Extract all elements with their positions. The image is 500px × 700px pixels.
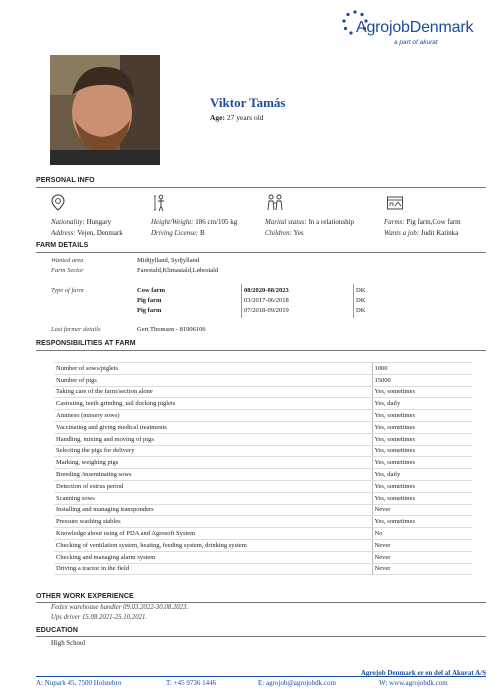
couple-icon	[266, 193, 284, 211]
farm-row-period: 07/2018-09/2019	[244, 307, 289, 314]
table-row	[54, 410, 472, 422]
responsibility-value: Yes, sometimes	[372, 410, 472, 422]
table-row	[54, 528, 472, 540]
footer-website[interactable]: W: www.agrojobdk.com	[379, 679, 448, 687]
responsibility-task: Castrating, teeth grinding, tail docking piglets	[54, 398, 372, 410]
section-other-work: OTHER WORK EXPERIENCE	[36, 593, 134, 600]
responsibility-value: Yes, sometimes	[372, 516, 472, 528]
farm-row-period: 08/2020-08/2023	[244, 287, 289, 294]
responsibility-task: Detection of estrus period	[54, 480, 372, 492]
responsibility-task: Selecting the pigs for delivery	[54, 445, 372, 457]
section-divider	[36, 187, 486, 188]
responsibility-value: 1000	[372, 363, 472, 375]
responsibility-task: Installing and managing transponders	[54, 504, 372, 516]
responsibility-value: Yes, sometimes	[372, 386, 472, 398]
candidate-name: Viktor Tamás	[210, 95, 286, 110]
table-row	[54, 469, 472, 481]
responsibility-task: Checking of ventilation system, heating, feeding system, drinking system	[54, 539, 372, 551]
responsibility-value: No	[372, 528, 472, 540]
responsibility-task: Ammeso (nursery sows)	[54, 410, 372, 422]
farm-row-period: 03/2017-06/2018	[244, 297, 289, 304]
section-divider	[36, 350, 486, 351]
footer-divider	[36, 676, 486, 677]
driving-license-field: Driving License: B	[151, 229, 205, 237]
farm-row-type: Pig farm	[137, 307, 162, 314]
responsibility-value: Yes, sometimes	[372, 492, 472, 504]
children-field: Children: Yes	[265, 229, 304, 237]
nationality-field: Nationality: Hungary	[51, 218, 112, 226]
table-row	[54, 398, 472, 410]
table-row	[54, 445, 472, 457]
farm-sector-value: Farestald,Klimastald,Løbestald	[137, 267, 219, 274]
table-row	[54, 492, 472, 504]
responsibility-value: Yes, sometimes	[372, 480, 472, 492]
responsibility-value: Yes, sometimes	[372, 421, 472, 433]
map-pin-icon	[49, 194, 67, 212]
responsibility-value: Yes, sometimes	[372, 457, 472, 469]
table-row	[54, 457, 472, 469]
section-responsibilities: RESPONSIBILITIES AT FARM	[36, 340, 136, 347]
farm-row-type: Cow farm	[137, 287, 165, 294]
responsibility-value: Never	[372, 539, 472, 551]
profile-photo	[50, 55, 160, 165]
responsibility-task: Number of pigs	[54, 374, 372, 386]
other-work-item: Fedex warehouse handler 09.03.2022-30.08.2023.	[51, 604, 189, 611]
logo-wordmark: AgrojobDenmark	[356, 19, 474, 36]
column-divider	[353, 284, 354, 318]
responsibility-task: Scanning sows	[54, 492, 372, 504]
responsibility-task: Marking, weighing pigs	[54, 457, 372, 469]
column-divider	[241, 284, 242, 318]
agrojob-logo	[342, 10, 492, 50]
table-row	[54, 551, 472, 563]
responsibility-task: Driving a tractor in the field	[54, 563, 372, 575]
address-field: Address: Vejen, Denmark	[51, 229, 123, 237]
section-personal-info: PERSONAL INFO	[36, 177, 95, 184]
responsibility-task: Vaccinating and giving medical treatments	[54, 421, 372, 433]
responsibility-task: Checking and managing alarm system	[54, 551, 372, 563]
height-weight-icon	[152, 194, 170, 212]
responsibilities-table	[54, 362, 472, 575]
table-row	[54, 516, 472, 528]
table-row	[54, 363, 472, 375]
footer-address: A: Nupark 45, 7500 Holstebro	[36, 679, 122, 687]
education-value: High School	[51, 640, 86, 647]
last-farmer-label: Last farmer details	[51, 326, 101, 333]
wanted-area-value: Midtjylland, Sydjylland	[137, 257, 200, 264]
table-row	[54, 504, 472, 516]
farms-field: Farms: Pig farm,Cow farm	[384, 218, 461, 226]
responsibility-task: Breeding /inseminating sows	[54, 469, 372, 481]
marital-status-field: Marital status: In a relationship	[265, 218, 355, 226]
footer-phone[interactable]: T: +45 9736 1446	[166, 679, 217, 687]
table-row	[54, 374, 472, 386]
type-of-farm-label: Type of farm	[51, 287, 84, 294]
height-weight-field: Height/Weight: 186 cm/105 kg	[151, 218, 238, 226]
responsibility-value: Yes, daily	[372, 469, 472, 481]
section-divider	[36, 636, 486, 637]
section-divider	[36, 602, 486, 603]
responsibility-task: Pressure washing stables	[54, 516, 372, 528]
farm-icon	[386, 194, 404, 212]
farm-row-country: DK	[356, 287, 366, 294]
table-row	[54, 539, 472, 551]
wanted-area-label: Wanted area	[51, 257, 84, 264]
last-farmer-value: Gert Thomsen - 81906106	[137, 326, 206, 333]
responsibility-task: Knowledge about using of PDA and Agrosoft System	[54, 528, 372, 540]
responsibility-task: Number of sows/piglets	[54, 363, 372, 375]
farm-sector-label: Farm Sector	[51, 267, 84, 274]
other-work-item: Ups driver 15.08.2021-25.10.2021.	[51, 614, 148, 621]
farm-row-type: Pig farm	[137, 297, 162, 304]
table-row	[54, 421, 472, 433]
logo-tagline: a part of akurat	[394, 39, 438, 46]
footer-title: Agrojob Denmark er en del af Akurat A/S	[360, 669, 486, 677]
responsibility-value: Yes, sometimes	[372, 445, 472, 457]
wants-job-field: Wants a job: Judit Katinka	[384, 229, 459, 237]
responsibility-value: Never	[372, 551, 472, 563]
candidate-age: Age: 27 years old	[210, 113, 264, 122]
responsibility-task: Handling, mixing and moving of pigs	[54, 433, 372, 445]
responsibility-task: Taking care of the farm/section alone	[54, 386, 372, 398]
farm-row-country: DK	[356, 297, 366, 304]
table-row	[54, 433, 472, 445]
section-farm-details: FARM DETAILS	[36, 242, 89, 249]
responsibility-value: Never	[372, 504, 472, 516]
responsibility-value: 15000	[372, 374, 472, 386]
table-row	[54, 480, 472, 492]
section-divider	[36, 252, 486, 253]
section-education: EDUCATION	[36, 627, 78, 634]
responsibility-value: Yes, sometimes	[372, 433, 472, 445]
footer-email[interactable]: E: agrojob@agrojobdk.com	[258, 679, 336, 687]
table-row	[54, 386, 472, 398]
responsibility-value: Never	[372, 563, 472, 575]
table-row	[54, 563, 472, 575]
farm-row-country: DK	[356, 307, 366, 314]
responsibility-value: Yes, daily	[372, 398, 472, 410]
